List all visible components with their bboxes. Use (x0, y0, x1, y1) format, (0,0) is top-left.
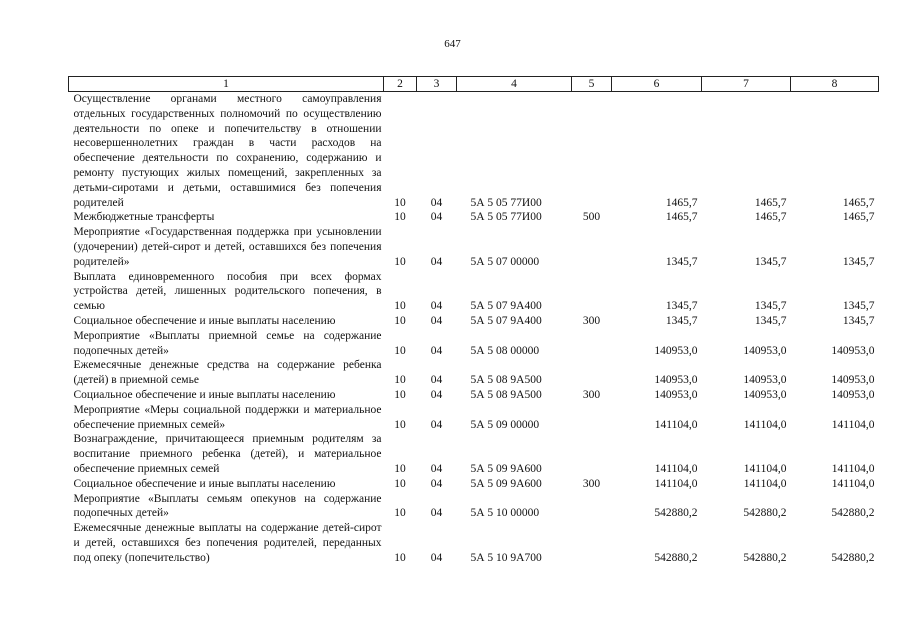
row-subsection: 04 (430, 507, 443, 520)
table-row (69, 358, 879, 388)
table-row (69, 329, 879, 359)
row-value-6: 141104,0 (654, 418, 698, 431)
row-target-code: 5А 5 10 9А700 (470, 551, 542, 564)
row-expense-type: 300 (582, 388, 601, 401)
row-name: Осуществление органами местного самоуправления отдельных государственных полномочий по осуществлению деятельности по опеке и попечительству в отношении несовершеннолетних граждан в части расходов на обеспечение деятельности по сохранению, содержанию и ремонту пустующих жилых помещений, закрепленных за детьми-сиротами и детьми, оставшимися без попечения родителей (73, 93, 382, 209)
row-name: Мероприятие «Выплаты приемной семье на содержание подопечных детей» (73, 329, 382, 357)
table-row (69, 92, 879, 211)
row-name: Выплата единовременного пособия при всех формах устройства детей, лишенных родительского попечения, в семью (73, 270, 382, 313)
table-row (69, 270, 879, 314)
row-subsection: 04 (430, 374, 443, 387)
row-value-7: 1345,7 (754, 255, 787, 268)
row-section: 10 (394, 344, 406, 357)
row-name: Социальное обеспечение и иные выплаты населению (73, 388, 336, 401)
row-expense-type (572, 432, 612, 476)
row-value-7: 140953,0 (743, 388, 787, 401)
row-target-code: 5А 5 08 9А500 (470, 374, 542, 387)
page-number: 647 (444, 38, 461, 50)
table-row (69, 314, 879, 329)
row-target-code: 5А 5 05 77И00 (470, 211, 542, 224)
row-name: Межбюджетные трансферты (73, 211, 215, 224)
row-name: Мероприятие «Выплаты семьям опекунов на содержание подопечных детей» (73, 492, 382, 520)
row-value-6: 1345,7 (665, 300, 698, 313)
row-section: 10 (394, 374, 406, 387)
row-value-6: 542880,2 (654, 551, 698, 564)
row-value-7: 140953,0 (743, 344, 787, 357)
row-value-6: 141104,0 (654, 462, 698, 475)
row-expense-type (572, 521, 612, 565)
table-body (69, 92, 879, 566)
row-subsection: 04 (430, 462, 443, 475)
row-value-6: 1345,7 (665, 314, 698, 327)
row-name: Ежемесячные денежные выплаты на содержание детей-сирот и детей, оставшихся без попечения родителей, переданных под опеку (попечительство) (73, 522, 382, 564)
column-header-4: 4 (457, 77, 572, 92)
row-subsection: 04 (430, 477, 443, 490)
row-target-code: 5А 5 09 9А600 (470, 462, 542, 475)
row-target-code: 5А 5 10 00000 (470, 507, 540, 520)
row-subsection: 04 (430, 300, 443, 313)
row-name: Вознаграждение, причитающееся приемным родителям за воспитание приемного ребенка (детей), и материальное обеспечение приемных семей (73, 433, 382, 475)
row-value-8: 141104,0 (831, 462, 875, 475)
table-row (69, 225, 879, 269)
row-expense-type (572, 329, 612, 359)
row-expense-type (572, 270, 612, 314)
row-value-8: 1465,7 (842, 196, 875, 209)
row-value-8: 1465,7 (842, 211, 875, 224)
row-section: 10 (394, 418, 406, 431)
column-header-5: 5 (572, 77, 612, 92)
column-header-8: 8 (791, 77, 879, 92)
row-section: 10 (394, 211, 406, 224)
row-target-code: 5А 5 07 00000 (470, 255, 540, 268)
row-value-7: 141104,0 (743, 477, 787, 490)
column-header-2: 2 (384, 77, 417, 92)
row-target-code: 5А 5 05 77И00 (470, 196, 542, 209)
row-subsection: 04 (430, 344, 443, 357)
column-header-1: 1 (69, 77, 384, 92)
row-value-7: 1345,7 (754, 300, 787, 313)
row-name: Мероприятие «Меры социальной поддержки и материальное обеспечение приемных семей» (73, 403, 382, 431)
table-row (69, 432, 879, 476)
row-expense-type (572, 358, 612, 388)
row-value-8: 141104,0 (831, 477, 875, 490)
row-value-8: 1345,7 (842, 314, 875, 327)
row-value-6: 542880,2 (654, 507, 698, 520)
row-value-6: 141104,0 (654, 477, 698, 490)
table-row (69, 492, 879, 522)
row-value-6: 140953,0 (654, 344, 698, 357)
row-expense-type: 300 (582, 477, 601, 490)
row-section: 10 (394, 300, 406, 313)
row-value-7: 542880,2 (743, 507, 787, 520)
row-section: 10 (394, 507, 406, 520)
column-header-3: 3 (417, 77, 457, 92)
row-name: Ежемесячные денежные средства на содержание ребенка (детей) в приемной семье (73, 359, 382, 387)
row-expense-type (572, 225, 612, 269)
row-value-6: 140953,0 (654, 374, 698, 387)
column-header-7: 7 (702, 77, 791, 92)
row-expense-type (572, 492, 612, 522)
row-expense-type: 300 (582, 314, 601, 327)
row-value-8: 140953,0 (831, 388, 875, 401)
row-value-8: 542880,2 (831, 507, 875, 520)
row-target-code: 5А 5 08 00000 (470, 344, 540, 357)
row-section: 10 (394, 314, 406, 327)
row-expense-type (572, 92, 612, 211)
row-section: 10 (394, 388, 406, 401)
row-target-code: 5А 5 08 9А500 (470, 388, 542, 401)
row-subsection: 04 (430, 196, 443, 209)
budget-table (68, 76, 879, 566)
row-section: 10 (394, 551, 406, 564)
row-section: 10 (394, 255, 406, 268)
table-header-row (69, 77, 879, 92)
row-subsection: 04 (430, 314, 443, 327)
row-subsection: 04 (430, 388, 443, 401)
row-target-code: 5А 5 07 9А400 (470, 314, 542, 327)
row-target-code: 5А 5 09 00000 (470, 418, 540, 431)
row-expense-type (572, 403, 612, 433)
row-value-8: 141104,0 (831, 418, 875, 431)
row-value-6: 1345,7 (665, 255, 698, 268)
row-value-6: 140953,0 (654, 388, 698, 401)
row-subsection: 04 (430, 211, 443, 224)
row-name: Мероприятие «Государственная поддержка при усыновлении (удочерении) детей-сирот и детей, оставшихся без попечения родителей» (73, 226, 382, 268)
row-name: Социальное обеспечение и иные выплаты населению (73, 477, 336, 490)
row-value-7: 140953,0 (743, 374, 787, 387)
row-subsection: 04 (430, 255, 443, 268)
row-value-6: 1465,7 (665, 211, 698, 224)
column-header-6: 6 (612, 77, 702, 92)
table-row (69, 403, 879, 433)
row-value-8: 140953,0 (831, 344, 875, 357)
row-subsection: 04 (430, 551, 443, 564)
row-section: 10 (394, 196, 406, 209)
row-target-code: 5А 5 09 9А600 (470, 477, 542, 490)
row-value-8: 1345,7 (842, 300, 875, 313)
table-row (69, 210, 879, 225)
row-value-7: 542880,2 (743, 551, 787, 564)
row-subsection: 04 (430, 418, 443, 431)
row-target-code: 5А 5 07 9А400 (470, 300, 542, 313)
row-value-7: 1465,7 (754, 211, 787, 224)
row-name: Социальное обеспечение и иные выплаты населению (73, 314, 336, 327)
table-row (69, 388, 879, 403)
table-row (69, 521, 879, 565)
row-value-8: 140953,0 (831, 374, 875, 387)
row-value-7: 141104,0 (743, 418, 787, 431)
row-value-7: 1345,7 (754, 314, 787, 327)
row-expense-type: 500 (582, 211, 601, 224)
row-value-8: 1345,7 (842, 255, 875, 268)
row-value-6: 1465,7 (665, 196, 698, 209)
table-row (69, 477, 879, 492)
row-value-7: 141104,0 (743, 462, 787, 475)
row-section: 10 (394, 462, 406, 475)
row-value-7: 1465,7 (754, 196, 787, 209)
row-section: 10 (394, 477, 406, 490)
row-value-8: 542880,2 (831, 551, 875, 564)
